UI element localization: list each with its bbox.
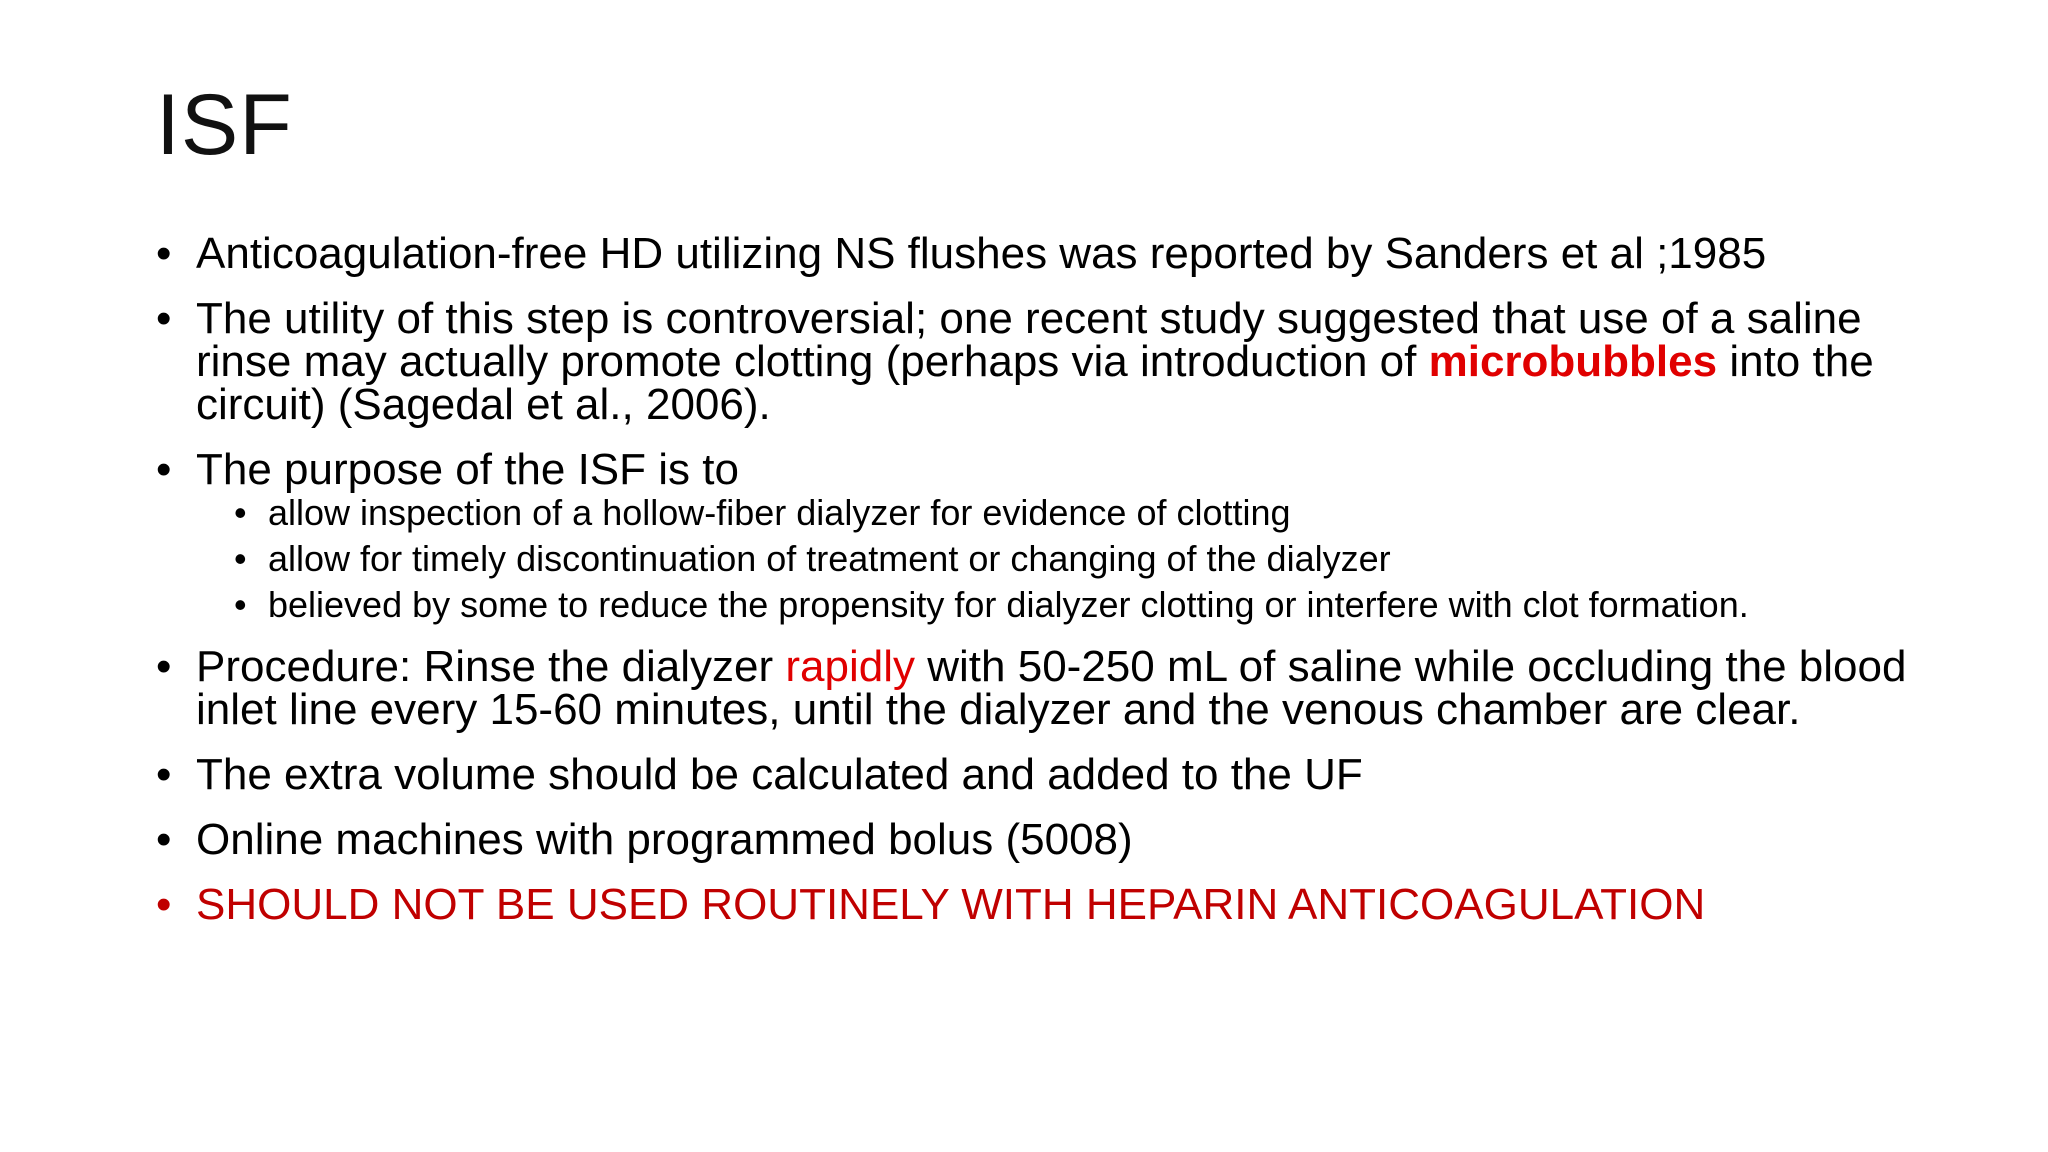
bullet-dot: • — [156, 294, 172, 343]
sub-bullet-discontinuation — [234, 538, 1916, 579]
bullet-heparin-warning — [156, 880, 1916, 929]
bullet-text: The purpose of the ISF is to — [196, 445, 739, 494]
slide-content — [156, 229, 1916, 948]
bullet-purpose — [156, 445, 1916, 494]
sub-bullet-inspection — [234, 492, 1916, 533]
bullet-dot: • — [156, 642, 172, 691]
bullet-text: The utility of this step is controversial; one recent study suggested that use of a saline rinse may actually promote clotting (perhaps via introduction of — [196, 294, 1862, 386]
bullet-extra-volume — [156, 750, 1916, 799]
bullet-dot: • — [156, 750, 172, 799]
bullet-text: Online machines with programmed bolus (5008) — [196, 815, 1133, 864]
sub-bullet-dot: • — [234, 584, 247, 625]
sub-bullet-text: believed by some to reduce the propensity for dialyzer clotting or interfere with clot formation. — [268, 584, 1749, 625]
bullet-procedure — [156, 642, 1916, 734]
bullet-text: Anticoagulation-free HD utilizing NS flushes was reported by Sanders et al ;1985 — [196, 229, 1767, 278]
sub-bullet-dot: • — [234, 492, 247, 533]
sub-bullet-text: allow inspection of a hollow-fiber dialyzer for evidence of clotting — [268, 492, 1291, 533]
purpose-sub-list — [156, 492, 1916, 625]
bullet-dot: • — [156, 880, 172, 929]
bullet-text-cont: with 50-250 mL of saline while occluding the blood inlet line every 15-60 minutes, until the dialyzer and the venous chamber are clear. — [196, 642, 1907, 734]
sub-bullet-text: allow for timely discontinuation of treatment or changing of the dialyzer — [268, 538, 1391, 579]
bullet-sanders-1985 — [156, 229, 1916, 278]
bullet-text: SHOULD NOT BE USED ROUTINELY WITH HEPARIN ANTICOAGULATION — [196, 880, 1706, 929]
bullet-text: Procedure: Rinse the dialyzer — [196, 642, 786, 691]
bullet-text-cont: into the circuit) (Sagedal et al., 2006). — [196, 337, 1874, 429]
bullet-online-machines — [156, 815, 1916, 864]
highlight-microbubbles: microbubbles — [1428, 337, 1718, 386]
bullet-dot: • — [156, 815, 172, 864]
sub-bullet-dot: • — [234, 538, 247, 579]
bullet-text: The extra volume should be calculated and added to the UF — [196, 750, 1363, 799]
bullet-controversial-utility — [156, 294, 1916, 429]
bullet-dot: • — [156, 229, 172, 278]
slide-title: ISF — [156, 77, 293, 173]
sub-bullet-reduce-clotting — [234, 584, 1916, 625]
highlight-rapidly: rapidly — [785, 642, 916, 691]
bullet-dot: • — [156, 445, 172, 494]
